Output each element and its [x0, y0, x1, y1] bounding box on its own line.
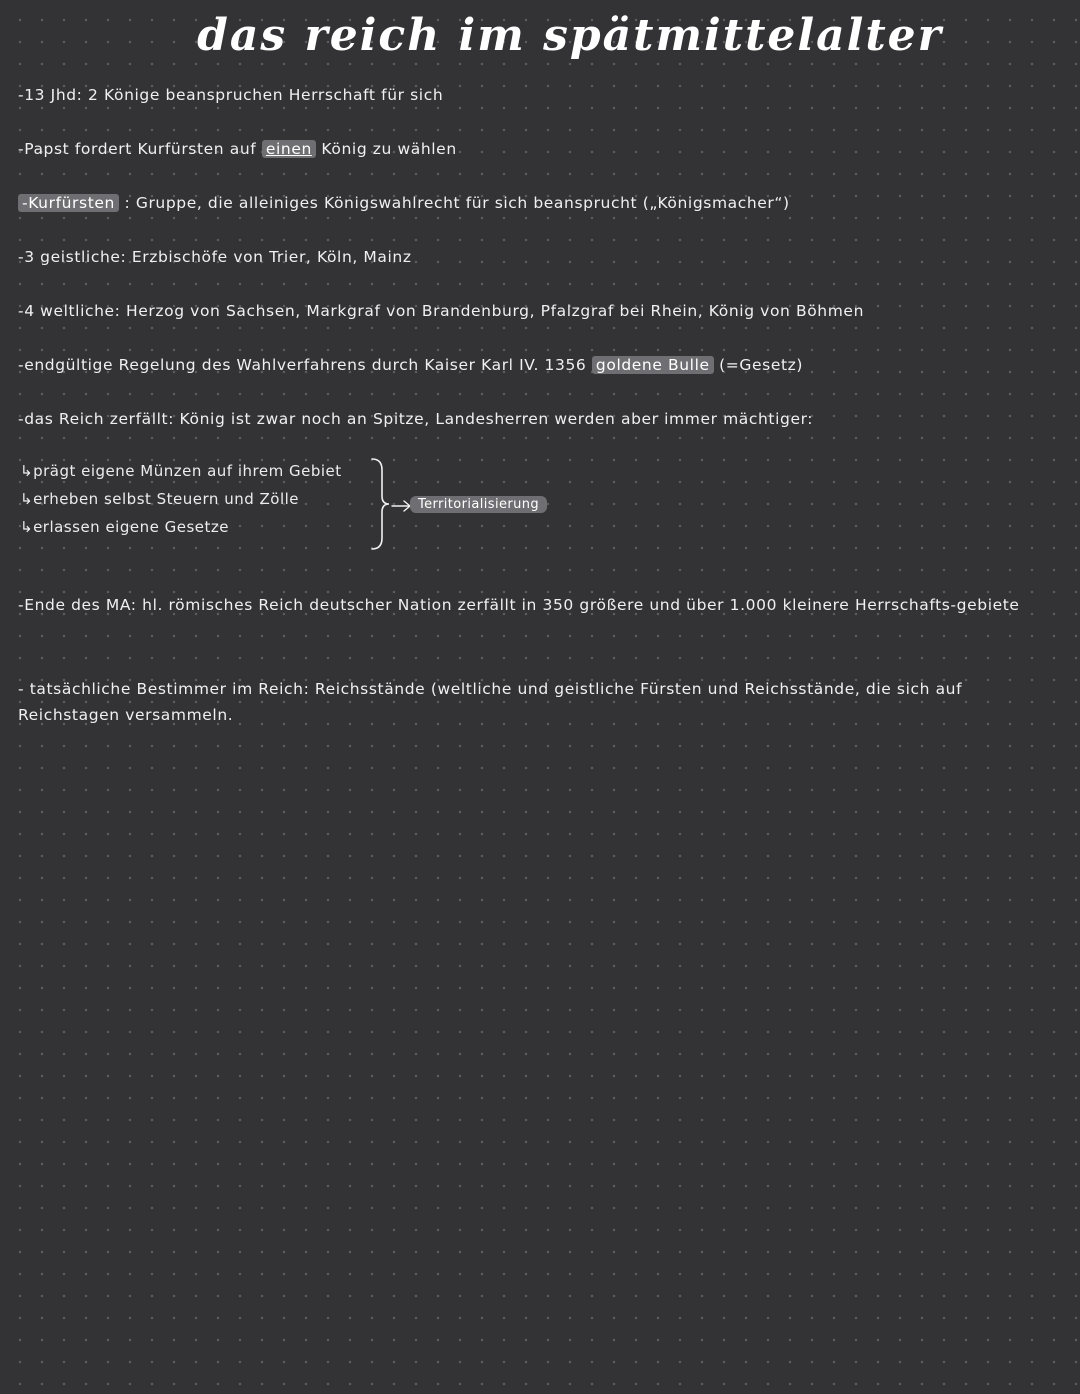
highlighted-term: -Kurfürsten: [18, 194, 119, 212]
note-line-kings: [18, 86, 443, 104]
note-line-ende-ma: -Ende des MA: hl. römisches Reich deutscher Nation zerfällt in 350 größere und über 1.000 kleinere Herrschafts-gebiete: [18, 596, 1020, 614]
sub-point: ↳erlassen eigene Gesetze: [20, 518, 229, 536]
note-line-geistliche: [18, 248, 412, 266]
note-text: -das Reich zerfällt: König ist zwar noch an Spitze, Landesherren werden aber immer mächtiger:: [18, 410, 814, 428]
curly-brace: [370, 456, 390, 552]
note-text: -3 geistliche: Erzbischöfe von Trier, Köln, Mainz: [18, 248, 412, 266]
note-line-kurfuersten: [18, 194, 790, 212]
note-line-goldene-bulle: [18, 356, 803, 374]
sub-point: ↳prägt eigene Münzen auf ihrem Gebiet: [20, 462, 342, 480]
note-line-weltliche: [18, 302, 864, 320]
note-text: -Papst fordert Kurfürsten auf: [18, 140, 257, 158]
note-text: : Gruppe, die alleiniges Königswahlrecht für sich beansprucht („Königsmacher“): [124, 194, 790, 212]
sub-point: ↳erheben selbst Steuern und Zölle: [20, 490, 300, 508]
underlined-word: einen: [262, 140, 316, 158]
note-line-bestimmer: - tatsächliche Bestimmer im Reich: Reichsstände (weltliche und geistliche Fürsten und Reichsstände, die sich auf Reichstagen versammeln.: [18, 680, 963, 724]
note-text: (=Gesetz): [719, 356, 804, 374]
note-text: König zu wählen: [321, 140, 457, 158]
note-line-reich-zerfaellt: [18, 410, 813, 428]
note-text: -endgültige Regelung des Wahlverfahrens durch Kaiser Karl IV. 1356: [18, 356, 592, 374]
highlighted-term: goldene Bulle: [592, 356, 714, 374]
note-text: -13 Jhd: 2 Könige beanspruchen Herrschaft für sich: [18, 86, 444, 104]
territorialisierung-label: Territorialisierung: [410, 496, 547, 513]
note-text: -4 weltliche: Herzog von Sachsen, Markgraf von Brandenburg, Pfalzgraf bei Rhein, König von Böhmen: [18, 302, 864, 320]
note-line-papst: [18, 140, 457, 158]
page-title: das reich im spätmittelalter: [197, 10, 943, 61]
